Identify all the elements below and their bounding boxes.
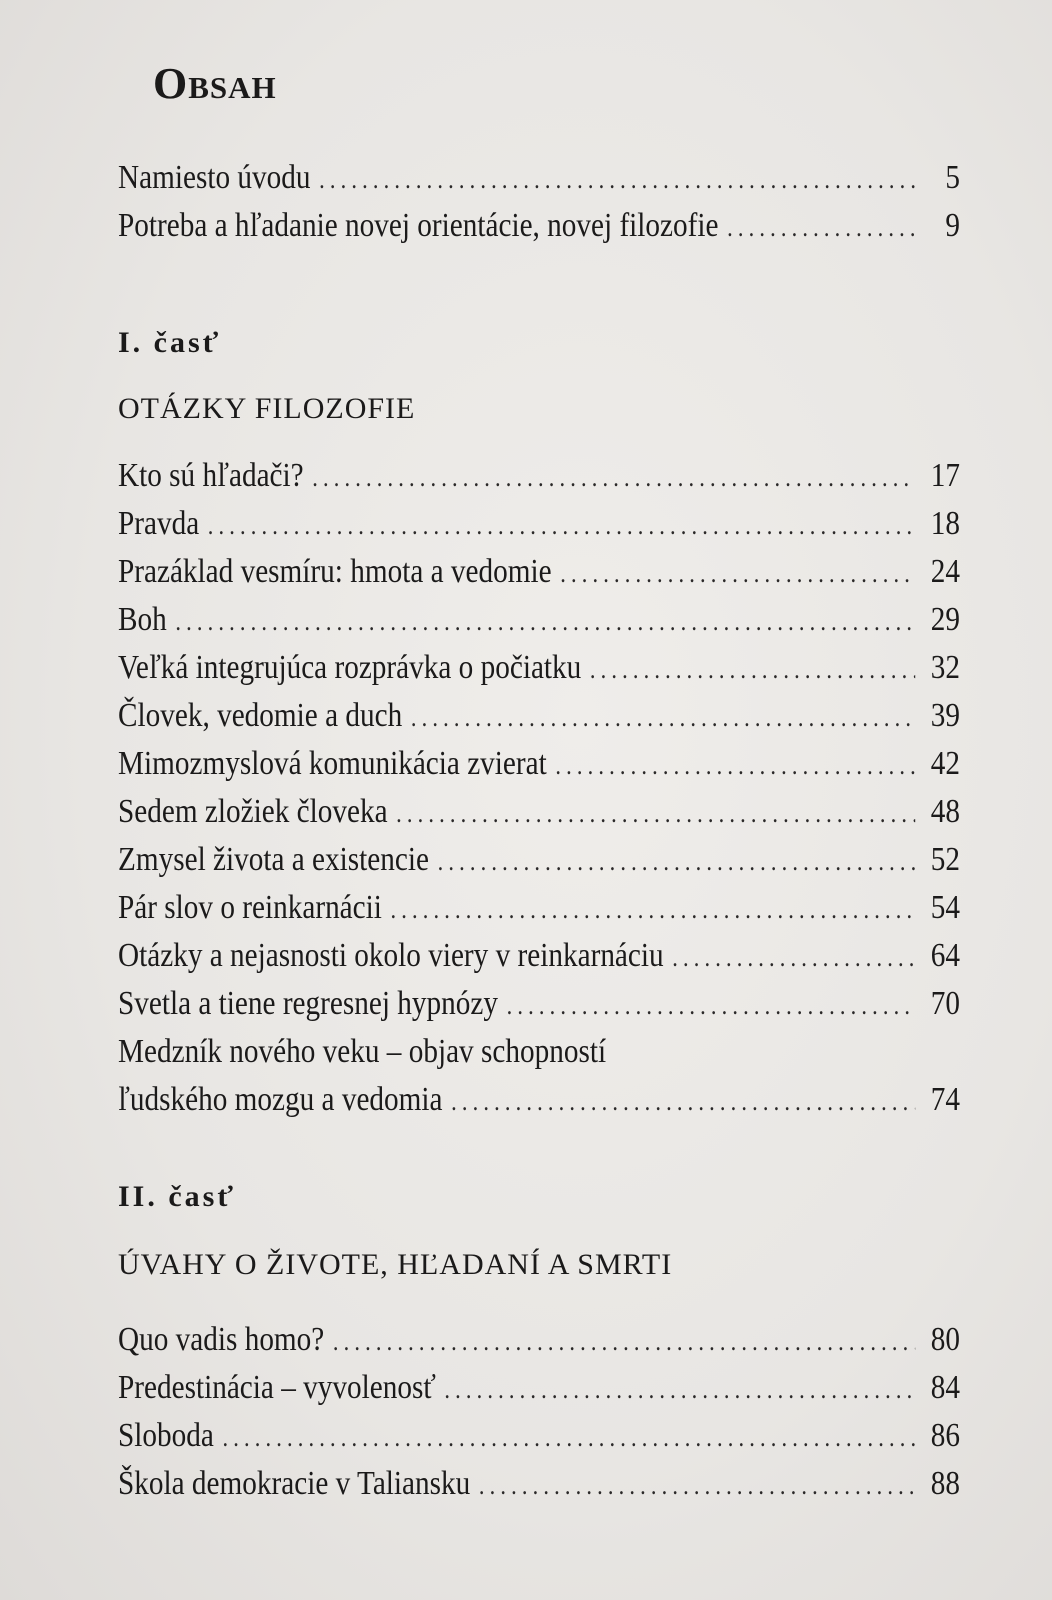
toc-entry-page: 54 (930, 889, 960, 926)
toc-entry-title: ľudského mozgu a vedomia (118, 1081, 443, 1118)
intro-toc (118, 154, 960, 250)
toc-entry[interactable] (118, 500, 960, 548)
dot-leader (451, 1078, 915, 1126)
toc-entry-title: Pravda (118, 505, 200, 542)
toc-entry-page: 52 (930, 841, 960, 878)
toc-entry[interactable] (118, 154, 960, 202)
toc-entry-page: 9 (945, 207, 960, 244)
dot-leader (560, 550, 915, 598)
toc-entry-title: Namiesto úvodu (118, 159, 311, 196)
toc-entry[interactable] (118, 1460, 960, 1508)
part-label: II. časť (118, 1180, 236, 1213)
dot-leader (444, 1366, 915, 1414)
toc-entry-title: Človek, vedomie a duch (118, 697, 403, 734)
toc-entry[interactable] (118, 740, 960, 788)
dot-leader (390, 886, 915, 934)
toc-entry-page: 39 (930, 697, 960, 734)
part-title: OTÁZKY FILOZOFIE (118, 392, 416, 425)
toc-entry[interactable] (118, 932, 960, 980)
toc-entry-title: Quo vadis homo? (118, 1321, 325, 1358)
toc-entry-title: Kto sú hľadači? (118, 457, 304, 494)
toc-entry-title: Škola demokracie v Taliansku (118, 1465, 471, 1502)
toc-entry-title: Mimozmyslová komunikácia zvierat (118, 745, 547, 782)
toc-entry-title: Otázky a nejasnosti okolo viery v reinkarnáciu (118, 937, 664, 974)
toc-entry[interactable] (118, 1412, 960, 1460)
dot-leader (222, 1414, 915, 1462)
toc-entry-page: 42 (930, 745, 960, 782)
toc-entry-title: Predestinácia – vyvolenosť (118, 1369, 436, 1406)
toc-entry-title: Zmysel života a existencie (118, 841, 429, 878)
toc-entry-page: 86 (930, 1417, 960, 1454)
toc-entry-title: Pár slov o reinkarnácii (118, 889, 382, 926)
toc-entry-title: Sedem zložiek človeka (118, 793, 388, 830)
contents-heading: Obsah (153, 59, 277, 108)
toc-entry-page: 29 (930, 601, 960, 638)
dot-leader (208, 502, 915, 550)
toc-entry-title: Boh (118, 601, 167, 638)
toc-entry[interactable] (118, 884, 960, 932)
dot-leader (411, 694, 915, 742)
toc-entry[interactable] (118, 1316, 960, 1364)
toc-entry[interactable] (118, 596, 960, 644)
toc-entry[interactable] (118, 692, 960, 740)
toc-entry-page: 80 (930, 1321, 960, 1358)
toc-entry-title: Veľká integrujúca rozprávka o počiatku (118, 649, 582, 686)
toc-entry-page: 5 (945, 159, 960, 196)
dot-leader (333, 1318, 915, 1366)
toc-entry-page: 48 (930, 793, 960, 830)
toc-entry[interactable] (118, 452, 960, 500)
toc-entry[interactable] (118, 788, 960, 836)
dot-leader (319, 156, 915, 204)
toc-entry-title: Sloboda (118, 1417, 214, 1454)
toc-entry-page: 32 (930, 649, 960, 686)
toc-entry[interactable] (118, 202, 960, 250)
dot-leader (312, 454, 915, 502)
toc-entry-page: 17 (930, 457, 960, 494)
part-label: I. časť (118, 326, 222, 359)
dot-leader (396, 790, 915, 838)
dot-leader (727, 204, 915, 252)
toc-entry[interactable] (118, 1076, 960, 1124)
part-title: ÚVAHY O ŽIVOTE, HĽADANÍ A SMRTI (118, 1248, 673, 1281)
part-1-toc (118, 452, 960, 1124)
toc-entry-page: 70 (930, 985, 960, 1022)
toc-entry-page: 64 (930, 937, 960, 974)
toc-entry[interactable] (118, 644, 960, 692)
toc-entry[interactable] (118, 836, 960, 884)
dot-leader (438, 838, 916, 886)
toc-entry-page: 84 (930, 1369, 960, 1406)
dot-leader (479, 1462, 915, 1510)
dot-leader (672, 934, 915, 982)
dot-leader (507, 982, 916, 1030)
dot-leader (175, 598, 915, 646)
toc-entry[interactable] (118, 548, 960, 596)
toc-entry-page: 88 (930, 1465, 960, 1502)
toc-entry-title: Svetla a tiene regresnej hypnózy (118, 985, 498, 1022)
toc-entry-first-line[interactable]: Medzník nového veku – objav schopností (118, 1033, 607, 1070)
dot-leader (555, 742, 915, 790)
toc-entry[interactable] (118, 1364, 960, 1412)
toc-entry-title: Potreba a hľadanie novej orientácie, novej filozofie (118, 207, 719, 244)
part-2-toc (118, 1316, 960, 1508)
toc-entry-page: 74 (930, 1081, 960, 1118)
dot-leader (590, 646, 915, 694)
toc-entry-title: Prazáklad vesmíru: hmota a vedomie (118, 553, 552, 590)
toc-entry-page: 24 (930, 553, 960, 590)
toc-entry[interactable] (118, 980, 960, 1028)
toc-entry-page: 18 (930, 505, 960, 542)
